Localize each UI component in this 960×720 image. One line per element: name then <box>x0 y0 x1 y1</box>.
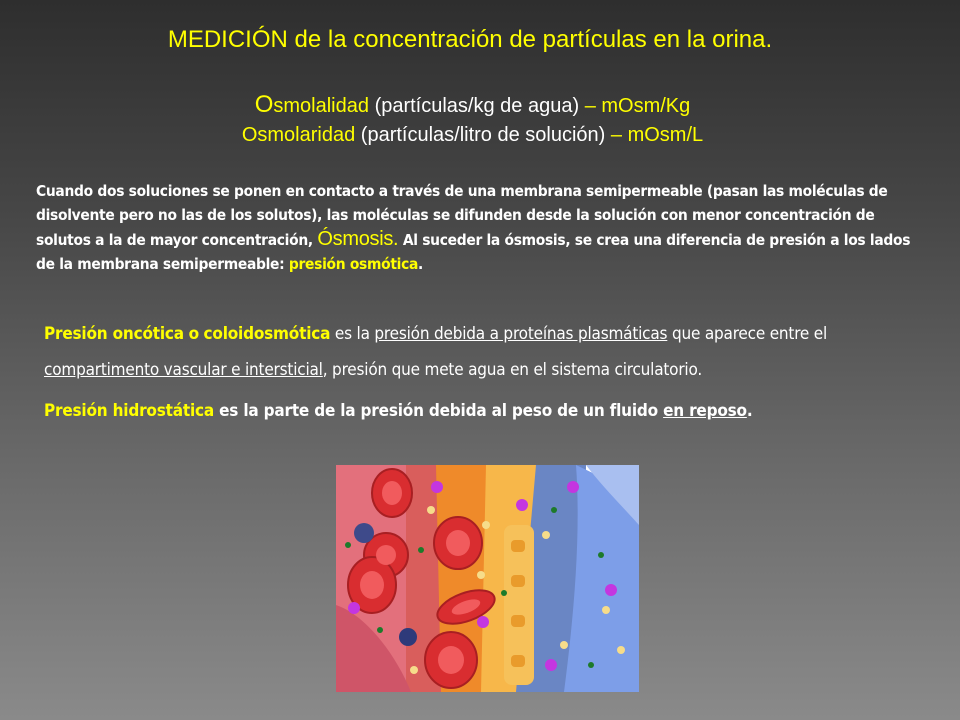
coloidosmotica-term: coloidosmótica <box>203 324 331 344</box>
paragraph-part1: Cuando dos soluciones se ponen en contacto a través de una membrana semipermeable (pasan las moléculas de disolvente pero no las de los solutos), las moléculas se difunden desde la solución con menor concentración de solutos a la de mayor concentración, <box>36 182 888 249</box>
osmosis-paragraph <box>36 179 916 276</box>
osmolaridad-unit: – mOsm/L <box>610 124 704 146</box>
slide-title: MEDICIÓN de la concentración de partículas en la orina. <box>167 26 773 53</box>
oncotica-definition <box>44 316 924 388</box>
paragraph-part2: Al suceder la ósmosis, se crea una diferencia de presión a los lados de la membrana semipermeable: <box>36 231 911 273</box>
oncotica-underline2: compartimento vascular e intersticial <box>44 360 323 380</box>
osmosis-term: Ósmosis. <box>317 228 399 250</box>
oncotica-underline1: presión debida a proteínas plasmáticas <box>374 324 668 344</box>
oncotica-text2: que aparece entre el <box>671 324 828 344</box>
hidrostatica-underline: en reposo <box>663 401 747 421</box>
oncotica-term: Presión oncótica <box>44 324 184 344</box>
presion-osmotica-term: presión osmótica <box>288 255 419 273</box>
paragraph-end: . <box>418 255 423 273</box>
hidrostatica-text: es la parte de la presión debida al peso de un fluido <box>219 401 658 421</box>
oncotica-connector: o <box>188 324 199 344</box>
osmolalidad-desc: (partículas/kg de agua) <box>374 95 580 117</box>
osmolalidad-initial: O <box>254 91 274 118</box>
oncotica-text1: es la <box>334 324 370 344</box>
hidrostatica-end: . <box>746 401 753 421</box>
osmolaridad-term: Osmolaridad <box>241 124 356 146</box>
hidrostatica-term: Presión hidrostática <box>44 401 214 421</box>
blood-vessel-illustration <box>336 465 639 692</box>
osmolalidad-line <box>0 91 945 119</box>
osmolaridad-line <box>0 124 945 147</box>
oncotica-text3: , presión que mete agua en el sistema circulatorio. <box>322 360 702 380</box>
definitions <box>44 316 924 421</box>
osmolalidad-term: smolalidad <box>273 95 369 117</box>
osmolalidad-unit: – mOsm/Kg <box>584 95 691 117</box>
osmolaridad-desc: (partículas/litro de solución) <box>360 124 606 146</box>
hidrostatica-definition <box>44 393 752 429</box>
